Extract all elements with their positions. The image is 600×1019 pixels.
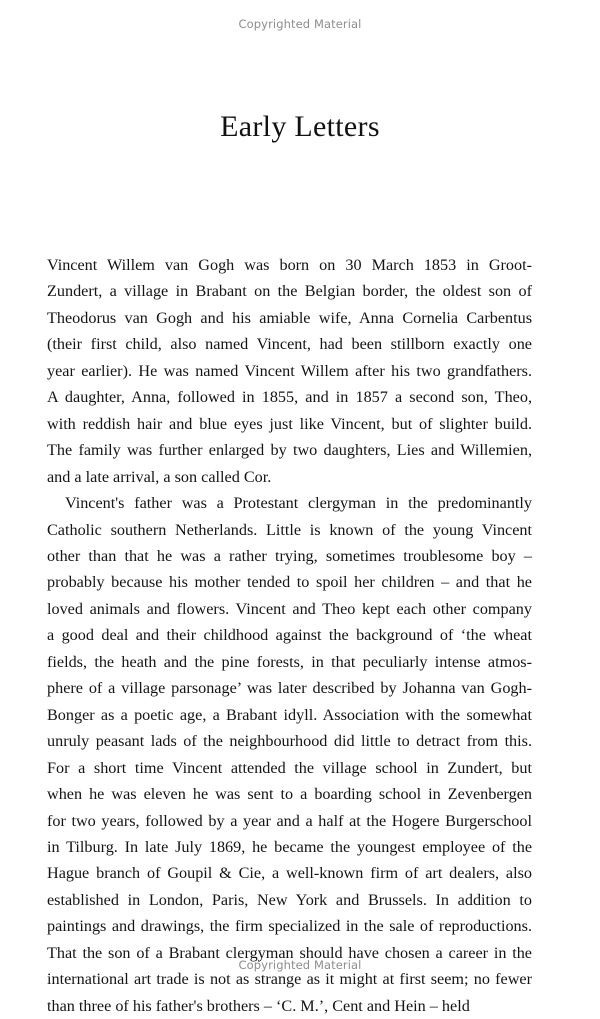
copyright-watermark-top: Copyrighted Material [238, 17, 362, 31]
text-line: and a late arrival, a son called Cor. [47, 467, 272, 486]
text-line: other than that he was a rather trying, sometimes troublesome boy – [47, 546, 532, 565]
text-line: in Tilburg. In late July 1869, he became the youngest employee of the [47, 837, 532, 856]
text-line: phere of a village parsonage’ was later described by Johanna van Gogh- [47, 679, 532, 698]
page-title: Early Letters [220, 110, 380, 143]
text-line: paintings and drawings, the firm specialized in the sale of reproductions. [47, 917, 532, 936]
text-line: Vincent Willem van Gogh was born on 30 March 1853 in Groot- [47, 256, 532, 274]
text-line: Bonger as a poetic age, a Brabant idyll. Association with the somewhat [47, 705, 532, 724]
text-line: Theodorus van Gogh and his amiable wife, Anna Cornelia Carbentus [47, 308, 532, 327]
text-line: international art trade is not as strange as it might at first seem; no fewer [47, 970, 532, 989]
text-line: year earlier). He was named Vincent Willem after his two grandfathers. [47, 361, 532, 380]
body-text-column [47, 252, 532, 1019]
paragraph [47, 490, 532, 1019]
text-line: The family was further enlarged by two daughters, Lies and Willemien, [47, 441, 532, 460]
text-line: A daughter, Anna, followed in 1855, and in 1857 a second son, Theo, [47, 388, 532, 407]
text-line: for two years, followed by a year and a half at the Hogere Burgerschool [47, 811, 532, 830]
text-line: than three of his father's brothers – ‘C. M.’, Cent and Hein – held [47, 996, 470, 1015]
text-line: fields, the heath and the pine forests, in that peculiarly intense atmos- [47, 652, 532, 671]
text-line: established in London, Paris, New York and Brussels. In addition to [47, 890, 532, 909]
text-line: Zundert, a village in Brabant on the Belgian border, the oldest son of [47, 282, 532, 301]
copyright-watermark-bottom: Copyrighted Material [238, 958, 362, 972]
paragraph [47, 252, 532, 490]
text-line: loved animals and flowers. Vincent and Theo kept each other company [47, 599, 532, 618]
text-line: For a short time Vincent attended the village school in Zundert, but [47, 758, 532, 777]
text-line: with reddish hair and blue eyes just like Vincent, but of slighter build. [47, 414, 532, 433]
text-line: unruly peasant lads of the neighbourhood did little to detract from this. [47, 732, 532, 751]
text-line: (their first child, also named Vincent, had been stillborn exactly one [47, 335, 532, 354]
text-line: probably because his mother tended to spoil her children – and that he [47, 573, 532, 592]
text-line: Hague branch of Goupil & Cie, a well-known firm of art dealers, also [47, 864, 532, 883]
text-line: Catholic southern Netherlands. Little is known of the young Vincent [47, 520, 532, 539]
text-line: when he was eleven he was sent to a boarding school in Zevenbergen [47, 785, 532, 804]
text-line: Vincent's father was a Protestant clergyman in the predominantly [65, 494, 532, 513]
text-line: That the son of a Brabant clergyman should have chosen a career in the [47, 943, 532, 962]
text-line: a good deal and their childhood against the background of ‘the wheat [47, 626, 532, 645]
